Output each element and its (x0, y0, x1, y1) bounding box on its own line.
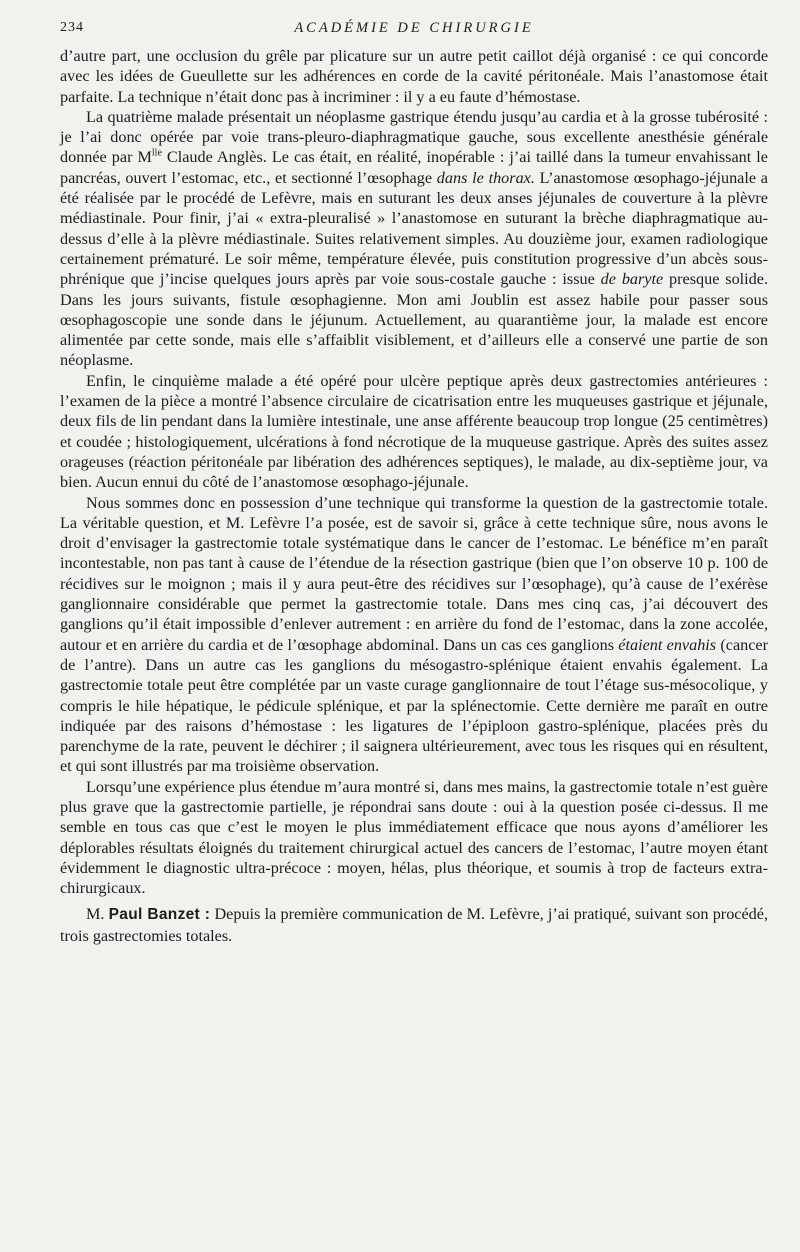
paragraph-p3 (60, 371, 768, 493)
paragraph-p4 (60, 493, 768, 777)
superscript: lle (151, 148, 162, 160)
body-text (60, 46, 768, 898)
paragraph-p5 (60, 777, 768, 899)
running-title: ACADÉMIE DE CHIRURGIE (294, 20, 534, 36)
speaker-name: Paul Banzet : (108, 906, 211, 924)
text-run: (cancer de l’antre). Dans un autre cas les ganglions du mésogastro-splénique étaient envahis également. La gastrectomie totale peut être complétée par un vaste curage ganglionnaire de tout l’étage sus-mésocolique, y compris le hile hépatique, le pédicule splénique, et par la splénectomie. Cette dernière me paraît en outre indiquée par des raisons d’hémostase : les ligatures de l’épiploon gastro-splénique, placées près du parenchyme de la rate, peuvent le déchirer ; il saignera ultérieurement, avec tous les risques qui en résultent, et qui sont illustrés par ma troisième observation. (60, 635, 768, 776)
speaker-text: Depuis la première communication de M. Lefèvre, j’ai pratiqué, suivant son procédé, trois gastrectomies totales. (60, 905, 768, 945)
text-run: Lorsqu’une expérience plus étendue m’aura montré si, dans mes mains, la gastrectomie totale n’est guère plus grave que la gastrectomie partielle, je répondrai sans doute : oui à la question posée ci-dessus. Il me semble en tous cas que c’est le moyen le plus immédiatement efficace que nous ayons d’améliorer les déplorables résultats éloignés du traitement chirurgical actuel des cancers de l’estomac, l’autre moyen étant évidemment le diagnostic ultra-précoce : moyen, hélas, plus théorique, et soumis à trop de facteurs extra-chirurgicaux. (60, 777, 768, 898)
paragraph-p1 (60, 46, 768, 107)
italic-text: dans le thorax. (436, 168, 535, 187)
text-run: presque solide. Dans les jours suivants, fistule œsophagienne. Mon ami Joublin est assez habile pour passer sous œsophagoscopie une sonde dans le jéjunum. Actuellement, au quarantième jour, la malade est encore alimentée par cette sonde, mais elle s’affaiblit visiblement, et d’ailleurs elle a conservé une partie de son néoplasme. (60, 270, 768, 370)
text-run: Nous sommes donc en possession d’une technique qui transforme la question de la gastrectomie totale. La véritable question, et M. Lefèvre l’a posée, est de savoir si, grâce à cette technique sûre, nous avons le droit d’envisager la gastrectomie totale systématique dans le cancer de l’estomac. Le bénéfice m’en paraît incontestable, non pas tant à cause de l’étendue de la résection gastrique (bien que l’on observe 10 p. 100 de récidives sur le moignon ; mais il y aura peut-être des récidives sur l’œsophage), qu’à cause de l’exérèse ganglionnaire considérable que permet la gastrectomie totale. Dans mes cinq cas, j’ai découvert des ganglions qu’il était impossible d’enlever autrement : en arrière du fond de l’estomac, dans la zone accolée, autour et en arrière du cardia et de l’œsophage abdominal. Dans un cas ces ganglions (60, 493, 768, 654)
italic-text: étaient envahis (618, 635, 717, 654)
text-run: L’anastomose œsophago-jéjunale a été réalisée par le procédé de Lefèvre, mais en suturant les deux anses jéjunales de couverture à la plèvre médiastinale. Pour finir, j’ai « extra-pleuralisé » l’anastomose en suturant la brèche diaphragmatique au-dessus d’elle à la plèvre médiastinale. Suites relativement simples. Au douzième jour, examen radiologique certainement prématuré. Le soir même, température élevée, puis constitution progressive d’un abcès sous-phrénique que j’incise quelques jours après par voie sous-costale gauche : issue (60, 168, 768, 289)
page-number: 234 (60, 20, 84, 35)
italic-text: de baryte (600, 270, 664, 289)
text-run: Claude Anglès. Le cas était, en réalité, inopérable : j’ai taillé dans la tumeur envahissant le pancréas, ouvert l’estomac, etc., et sectionné l’œsophage (60, 148, 768, 187)
document-page (60, 18, 768, 946)
text-run: La quatrième malade présentait un néoplasme gastrique étendu jusqu’au cardia et à la grosse tubérosité : je l’ai donc opérée par voie trans-pleuro-diaphragmatique gauche, sous excellente anesthésie générale donnée par M (60, 107, 768, 167)
text-run: d’autre part, une occlusion du grêle par plicature sur un autre petit caillot déjà organisé : ce qui concorde avec les idées de Gueullette sur les adhérences en corde de la cavité péritonéale. Mais l’anastomose était parfaite. La technique n’était donc pas à incriminer : il y a eu faute d’hémostase. (60, 47, 768, 106)
speaker-paragraph (60, 904, 768, 946)
page-header (60, 18, 768, 46)
paragraph-p2 (60, 107, 768, 371)
text-run: Enfin, le cinquième malade a été opéré pour ulcère peptique après deux gastrectomies antérieures : l’examen de la pièce a montré l’absence circulaire de cicatrisation entre les muqueuses gastrique et jéjunale, deux fils de lin pendant dans la lumière intestinale, une anse afférente beaucoup trop longue (25 centimètres) et coudée ; histologiquement, ulcérations à fond nécrotique de la muqueuse gastrique. Après des suites assez orageuses (réaction péritonéale par libération des adhérences septiques), le malade, au dix-septième jour, va bien. Aucun ennui du côté de l’anastomose œsophago-jéjunale. (60, 371, 768, 492)
speaker-prefix: M. (86, 905, 109, 924)
